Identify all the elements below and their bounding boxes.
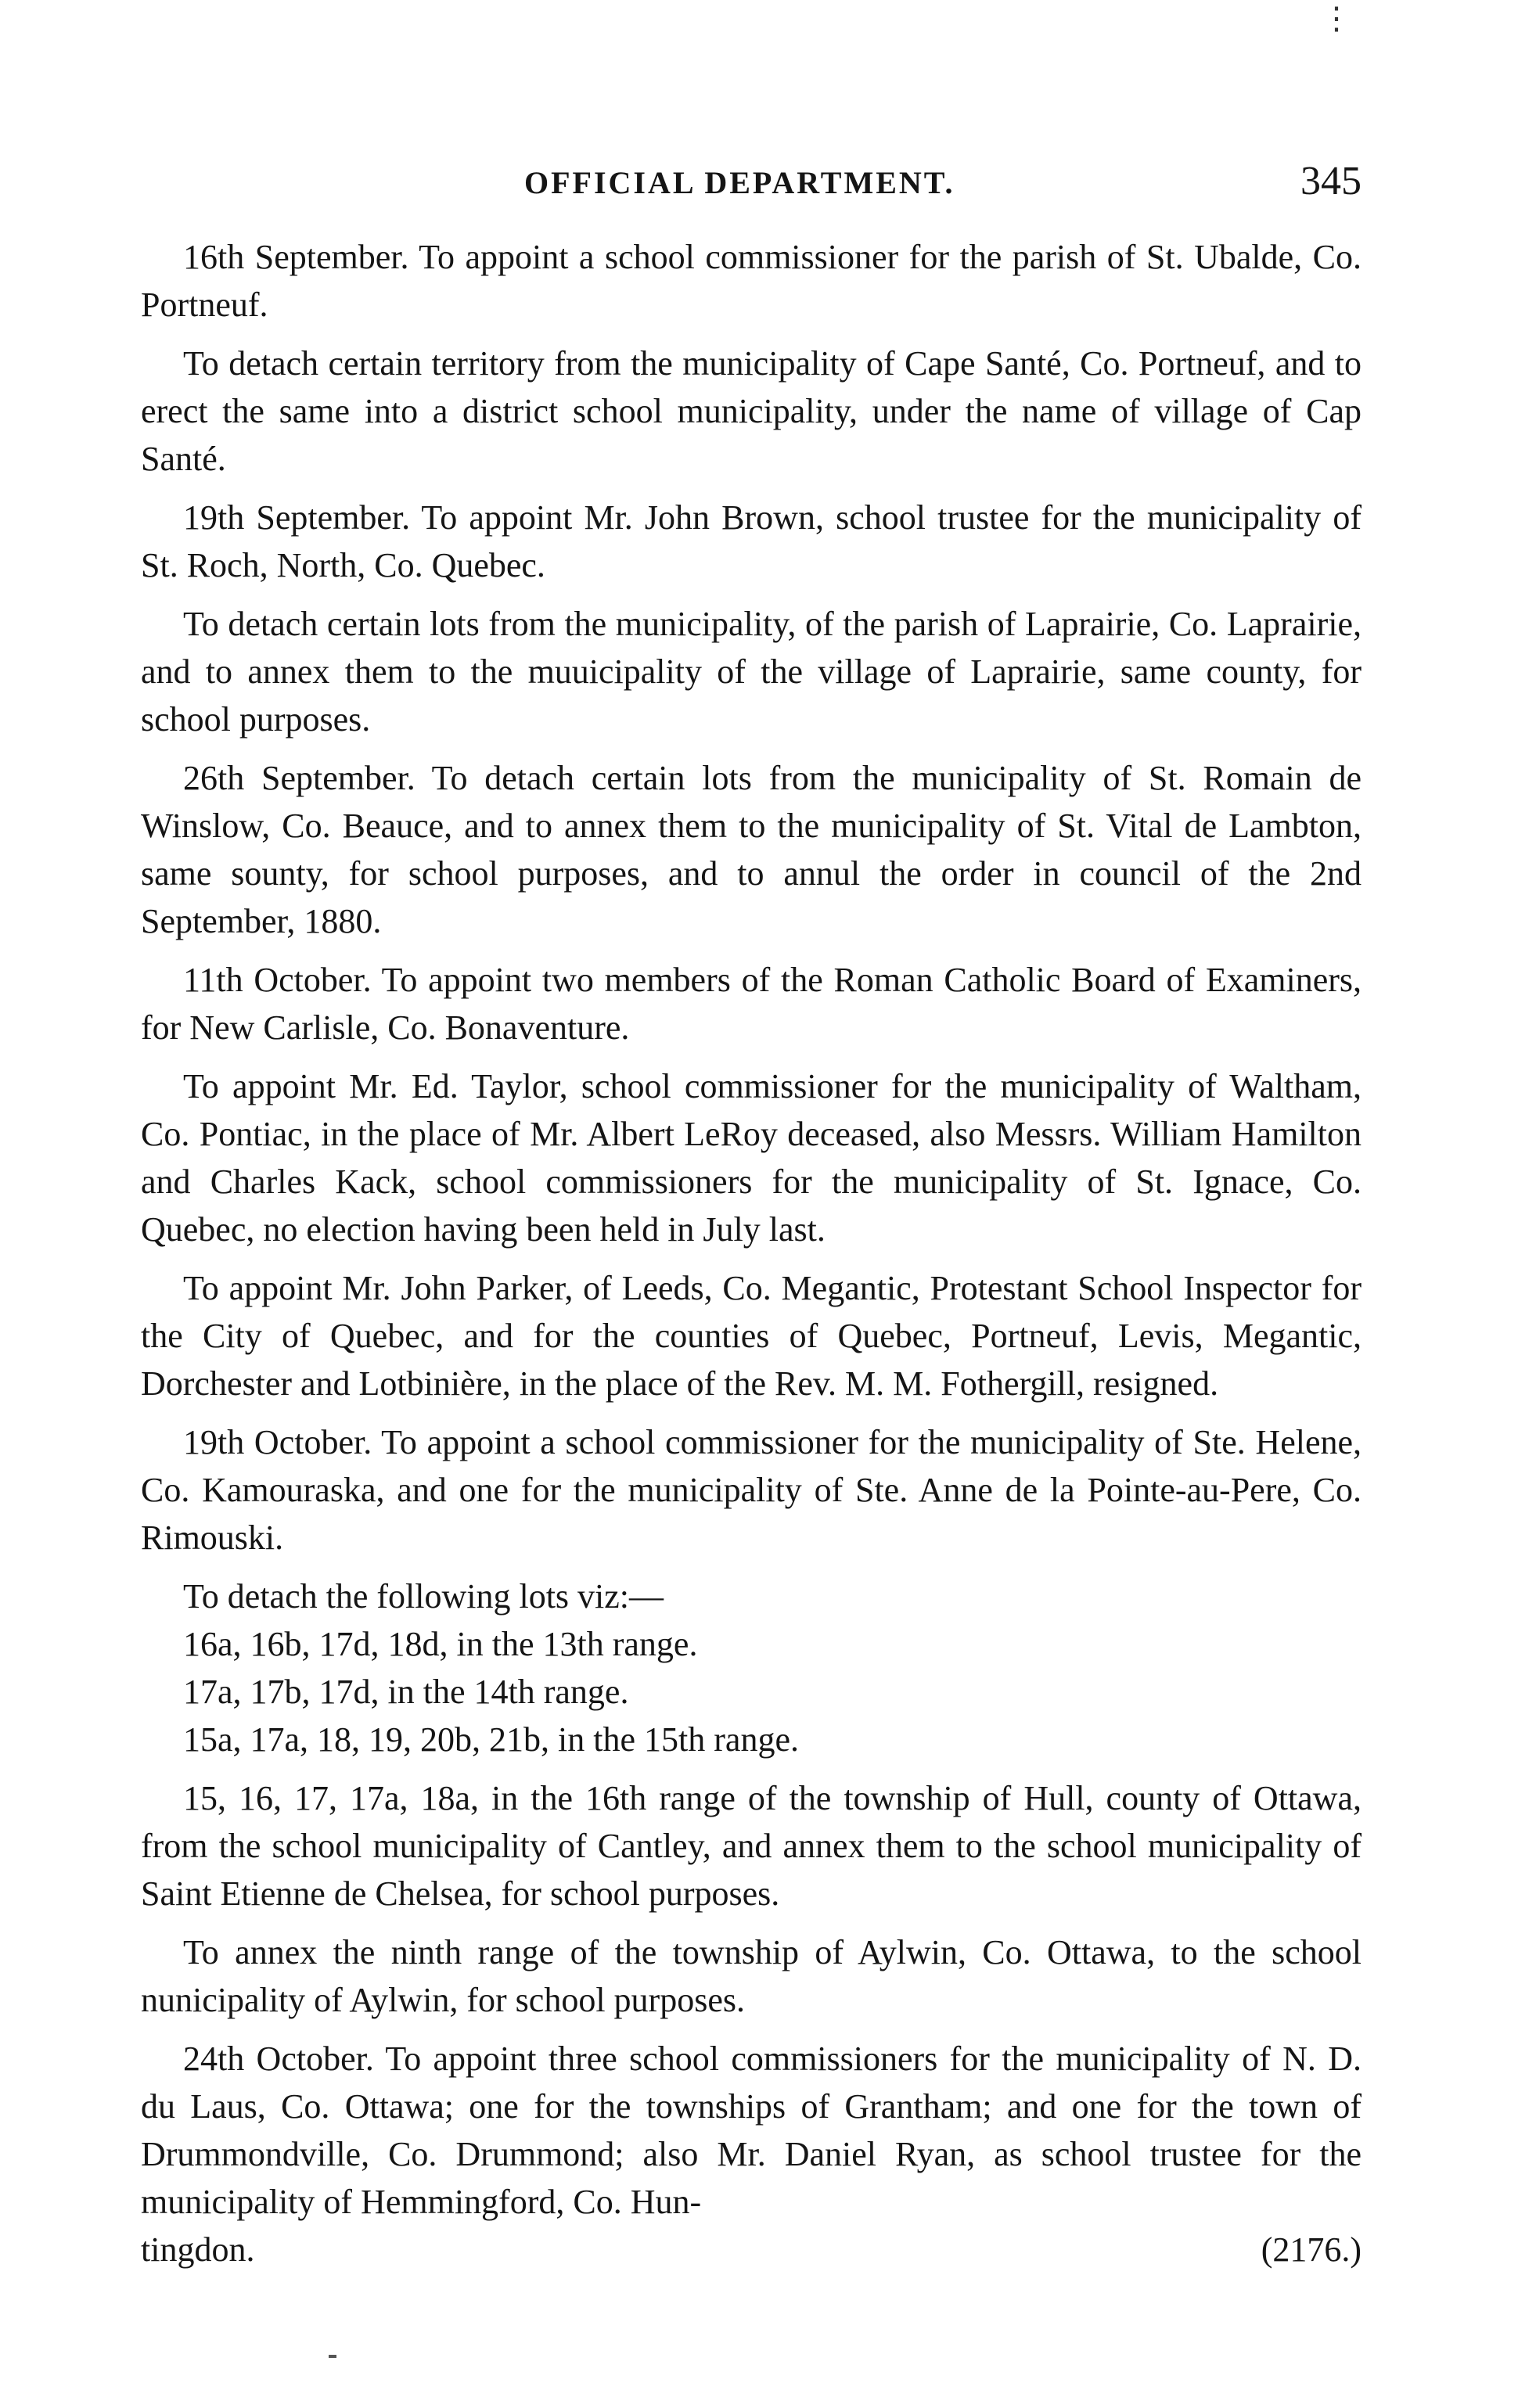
bottom-mark — [329, 2355, 336, 2358]
paragraph-19-september: 19th September. To appoint Mr. John Brown, school trustee for the municipality of St. Roch, North, Co. Quebec. — [141, 498, 1362, 584]
lots-line-15th: 15a, 17a, 18, 19, 20b, 21b, in the 15th range. — [183, 1720, 799, 1759]
paragraph-waltham: To appoint Mr. Ed. Taylor, school commissioner for the municipality of Waltham, Co. Pontiac, in the place of Mr. Albert LeRoy deceased, also Messrs. William Hamilton and Charles Kack, school commissioners for the municipality of St. Ignace, Co. Quebec, no election having been held in July last. — [141, 1067, 1362, 1249]
paragraph-hull: 15, 16, 17, 17a, 18a, in the 16th range of the township of Hull, county of Ottawa, from the school municipality of Cantley, and annex them to the school municipality of Saint Etienne de Chelsea, for school purposes. — [141, 1779, 1362, 1913]
paragraph-laprairie: To detach certain lots from the municipality, of the parish of Laprairie, Co. Laprairie, and to annex them to the muuicipality of the village of Laprairie, same county, for school purposes. — [141, 605, 1362, 739]
paragraph-26-september: 26th September. To detach certain lots from the municipality of St. Romain de Winslow, Co. Beauce, and to annex them to the municipality of St. Vital de Lambton, same sounty, for school purposes, and to annul the order in council of the 2nd September, 1880. — [141, 759, 1362, 940]
paragraph-11-october: 11th October. To appoint two members of the Roman Catholic Board of Examiners, for New Carlisle, Co. Bonaventure. — [141, 961, 1362, 1047]
paragraph-cap-sante: To detach certain territory from the municipality of Cape Santé, Co. Portneuf, and to erect the same into a district school municipality, under the name of village of Cap Santé. — [141, 344, 1362, 478]
final-line — [141, 2226, 1362, 2273]
running-head: OFFICIAL DEPARTMENT. — [524, 165, 955, 200]
paragraph-24-october: 24th October. To appoint three school commissioners for the municipality of N. D. du Laus, Co. Ottawa; one for the townships of Grantham; and one for the town of Drummondville, Co. Drummond; also Mr. Daniel Ryan, as school trustee for the municipality of Hemmingford, Co. Hun- — [141, 2040, 1362, 2221]
reference-number: (2176.) — [1261, 2230, 1362, 2269]
paragraph-inspector: To appoint Mr. John Parker, of Leeds, Co. Megantic, Protestant School Inspector for the City of Quebec, and for the counties of Quebec, Portneuf, Levis, Megantic, Dorchester and Lotbinière, in the place of the Rev. M. M. Fothergill, resigned. — [141, 1269, 1362, 1403]
final-line-text: tingdon. — [141, 2230, 255, 2269]
lots-intro: To detach the following lots viz:— — [183, 1577, 664, 1616]
page-body — [141, 233, 1362, 2273]
paragraph-19-october: 19th October. To appoint a school commissioner for the municipality of Ste. Helene, Co. Kamouraska, and one for the municipality of Ste. Anne de la Pointe-au-Pere, Co. Rimouski. — [141, 1423, 1362, 1557]
margin-mark: ⋮ — [1321, 1, 1352, 36]
page-header — [141, 160, 1362, 207]
paragraph-aylwin: To annex the ninth range of the township of Aylwin, Co. Ottawa, to the school nunicipality of Aylwin, for school purposes. — [141, 1933, 1362, 2019]
lots-line-14th: 17a, 17b, 17d, in the 14th range. — [183, 1673, 629, 1711]
paragraph-16-september: 16th September. To appoint a school commissioner for the parish of St. Ubalde, Co. Portneuf. — [141, 238, 1362, 324]
page-number: 345 — [1300, 159, 1362, 203]
lots-line-13th: 16a, 16b, 17d, 18d, in the 13th range. — [183, 1625, 698, 1663]
